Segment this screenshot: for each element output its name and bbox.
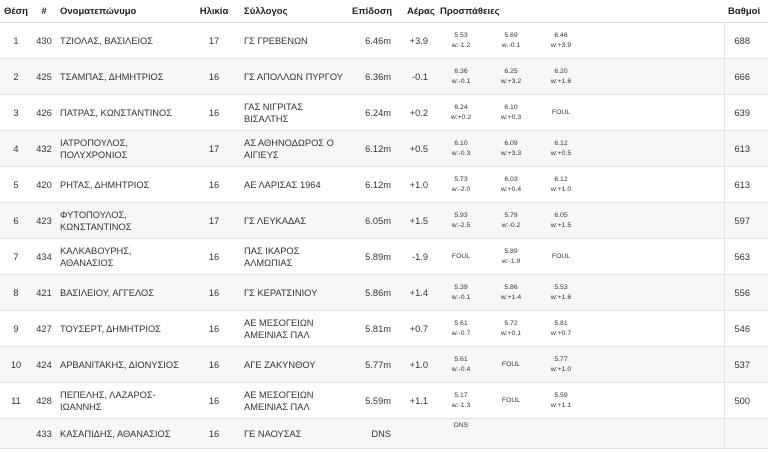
table-header-row [0, 0, 768, 23]
club-cell: ΑΣ ΑΘΗΝΟΔΩΡΟΣ Ο ΑΙΓΙΕΥΣ [240, 131, 348, 167]
table-row[interactable] [0, 239, 768, 275]
table-row[interactable] [0, 167, 768, 203]
header-mark[interactable]: Επίδοση [348, 0, 403, 23]
club-cell: ΓΣ ΑΠΟΛΛΩΝ ΠΥΡΓΟΥ [240, 59, 348, 95]
attempt-mark: 5.79 [504, 211, 518, 219]
mark-cell: 5.81m [348, 311, 403, 347]
attempt-1 [436, 175, 486, 195]
attempt-mark: 6.10 [454, 139, 468, 147]
attempts-cell [436, 203, 724, 239]
header-name[interactable]: Ονοματεπώνυμο [56, 0, 188, 23]
attempt-3 [536, 355, 586, 375]
attempt-1 [436, 67, 486, 87]
attempt-wind: w:-0.7 [451, 329, 471, 337]
wind-cell: -1.9 [403, 239, 436, 275]
attempt-wind: w:+1.5 [550, 221, 572, 229]
attempt-2 [486, 319, 536, 339]
wind-cell: +0.2 [403, 95, 436, 131]
attempt-mark: 6.03 [504, 175, 518, 183]
attempt-wind: w:-1.2 [451, 41, 471, 49]
position-cell: 1 [0, 23, 32, 59]
athlete-name-cell: ΠΑΤΡΑΣ, ΚΩΝΣΤΑΝΤΙΝΟΣ [56, 95, 188, 131]
mark-cell: DNS [348, 419, 403, 449]
wind-cell: +1.0 [403, 347, 436, 383]
attempts-cell [436, 275, 724, 311]
attempt-wind: w:-0.2 [501, 221, 521, 229]
bib-cell: 423 [32, 203, 56, 239]
wind-cell: +0.7 [403, 311, 436, 347]
attempt-2 [486, 283, 536, 303]
age-cell: 16 [188, 275, 240, 311]
wind-cell: -0.1 [403, 59, 436, 95]
mark-cell: 5.86m [348, 275, 403, 311]
attempt-wind: w:+1.6 [550, 293, 572, 301]
table-row[interactable] [0, 347, 768, 383]
attempt-mark: 5.61 [454, 355, 468, 363]
attempt-wind: w:+0.3 [500, 113, 522, 121]
points-cell: 556 [724, 275, 768, 311]
bib-cell: 421 [32, 275, 56, 311]
attempt-2 [486, 175, 536, 195]
club-cell: ΑΓΕ ΖΑΚΥΝΘΟΥ [240, 347, 348, 383]
position-cell: 3 [0, 95, 32, 131]
attempt-mark: 6.10 [504, 103, 518, 111]
age-cell: 16 [188, 347, 240, 383]
club-cell: ΓΣ ΛΕΥΚΑΔΑΣ [240, 203, 348, 239]
attempt-mark: 5.89 [504, 247, 518, 255]
attempt-mark: FOUL [551, 252, 571, 260]
attempts-cell [436, 239, 724, 275]
attempt-1 [436, 319, 486, 339]
mark-cell: 6.12m [348, 167, 403, 203]
athlete-name-cell: ΤΟΥΣΕΡΤ, ΔΗΜΗΤΡΙΟΣ [56, 311, 188, 347]
attempt-3 [536, 211, 586, 231]
attempt-mark: DNS [453, 422, 469, 429]
attempt-wind: w:+1.6 [550, 77, 572, 85]
attempts-cell [436, 167, 724, 203]
attempt-mark: FOUL [451, 252, 471, 260]
position-cell: 8 [0, 275, 32, 311]
attempt-1 [436, 355, 486, 375]
age-cell: 17 [188, 23, 240, 59]
attempt-1 [436, 252, 486, 262]
attempt-mark: 5.93 [454, 211, 468, 219]
club-cell: ΑΕ ΛΑΡΙΣΑΣ 1964 [240, 167, 348, 203]
attempt-mark: 6.12 [554, 175, 568, 183]
wind-cell: +1.0 [403, 167, 436, 203]
club-cell: ΓΕ ΝΑΟΥΣΑΣ [240, 419, 348, 449]
attempt-1 [436, 391, 486, 411]
table-row[interactable] [0, 203, 768, 239]
attempt-3 [536, 31, 586, 51]
attempt-wind: w:-1.9 [501, 257, 521, 265]
mark-cell: 5.77m [348, 347, 403, 383]
attempt-3 [536, 391, 586, 411]
attempt-mark: 6.25 [504, 67, 518, 75]
points-cell: 546 [724, 311, 768, 347]
attempt-mark: 5.59 [554, 391, 568, 399]
header-points[interactable]: Βαθμοί [724, 0, 768, 23]
attempt-wind: w:+3.2 [500, 77, 522, 85]
attempt-mark: 5.53 [454, 31, 468, 39]
position-cell: 11 [0, 383, 32, 419]
attempt-wind: w:+0.7 [550, 329, 572, 337]
attempt-mark: 6.20 [554, 67, 568, 75]
attempt-2 [486, 247, 536, 267]
table-row[interactable] [0, 275, 768, 311]
attempt-2 [486, 139, 536, 159]
attempt-wind: w:+0.5 [550, 149, 572, 157]
attempt-wind: w:+0.4 [500, 185, 522, 193]
attempt-mark: 5.86 [504, 283, 518, 291]
position-cell [0, 419, 32, 449]
age-cell: 16 [188, 59, 240, 95]
points-cell: 597 [724, 203, 768, 239]
wind-cell: +1.4 [403, 275, 436, 311]
attempt-mark: 6.12 [554, 139, 568, 147]
points-cell: 666 [724, 59, 768, 95]
attempt-mark: FOUL [501, 360, 521, 368]
attempt-wind: w:-0.1 [451, 77, 471, 85]
attempts-cell [436, 23, 724, 59]
club-cell: ΓΑΣ ΝΙΓΡΙΤΑΣ ΒΙΣΑΛΤΗΣ [240, 95, 348, 131]
points-cell: 688 [724, 23, 768, 59]
attempt-wind: w:+3.9 [550, 41, 572, 49]
table-row[interactable] [0, 59, 768, 95]
attempt-wind: w:-0.4 [451, 365, 471, 373]
bib-cell: 428 [32, 383, 56, 419]
table-row[interactable] [0, 95, 768, 131]
club-cell: ΑΕ ΜΕΣΟΓΕΙΩΝ ΑΜΕΙΝΙΑΣ ΠΑΛ [240, 383, 348, 419]
wind-cell: +3.9 [403, 23, 436, 59]
table-row[interactable] [0, 131, 768, 167]
attempt-mark: 6.05 [554, 211, 568, 219]
attempt-mark: 6.24 [454, 103, 468, 111]
attempt-wind: w:-2.0 [451, 185, 471, 193]
attempt-1 [436, 211, 486, 231]
attempts-cell [436, 311, 724, 347]
attempt-wind: w:-1.3 [451, 401, 471, 409]
athlete-name-cell: ΚΑΣΑΠΙΔΗΣ, ΑΘΑΝΑΣΙΟΣ [56, 419, 188, 449]
attempt-mark: 5.72 [504, 319, 518, 327]
attempt-mark: 5.39 [454, 283, 468, 291]
attempt-mark: 6.46 [554, 31, 568, 39]
attempt-mark: 6.09 [504, 139, 518, 147]
attempt-2 [486, 67, 536, 87]
attempt-1 [436, 139, 486, 159]
age-cell: 16 [188, 419, 240, 449]
position-cell: 10 [0, 347, 32, 383]
attempt-2 [486, 103, 536, 123]
points-cell: 563 [724, 239, 768, 275]
attempt-wind: w:-0.3 [451, 149, 471, 157]
header-bib[interactable]: # [32, 0, 56, 23]
attempt-3 [536, 319, 586, 339]
header-wind[interactable]: Αέρας [403, 0, 436, 23]
attempt-mark: 5.53 [554, 283, 568, 291]
mark-cell: 5.59m [348, 383, 403, 419]
attempt-3 [536, 67, 586, 87]
position-cell: 7 [0, 239, 32, 275]
athlete-name-cell: ΡΗΤΑΣ, ΔΗΜΗΤΡΙΟΣ [56, 167, 188, 203]
attempt-3 [536, 252, 586, 262]
attempt-wind: w:+1.0 [550, 365, 572, 373]
athlete-name-cell: ΑΡΒΑΝΙΤΑΚΗΣ, ΔΙΟΝΥΣΙΟΣ [56, 347, 188, 383]
table-row[interactable] [0, 23, 768, 59]
attempt-1 [436, 31, 486, 51]
header-age[interactable]: Ηλικία [188, 0, 240, 23]
attempt-mark: 5.77 [554, 355, 568, 363]
attempt-mark: 5.81 [554, 319, 568, 327]
header-attempts: Προσπάθειες [436, 0, 724, 23]
attempt-mark: FOUL [551, 108, 571, 116]
bib-cell: 434 [32, 239, 56, 275]
club-cell: ΑΕ ΜΕΣΟΓΕΙΩΝ ΑΜΕΙΝΙΑΣ ΠΑΛ [240, 311, 348, 347]
age-cell: 16 [188, 239, 240, 275]
mark-cell: 6.05m [348, 203, 403, 239]
attempts-cell [436, 131, 724, 167]
bib-cell: 426 [32, 95, 56, 131]
attempt-2 [486, 396, 536, 406]
attempt-1 [436, 421, 486, 431]
attempt-mark: 5.73 [454, 175, 468, 183]
athlete-name-cell: ΤΖΙΟΛΑΣ, ΒΑΣΙΛΕΙΟΣ [56, 23, 188, 59]
athlete-name-cell: ΙΑΤΡΟΠΟΥΛΟΣ, ΠΟΛΥΧΡΟΝΙΟΣ [56, 131, 188, 167]
mark-cell: 5.89m [348, 239, 403, 275]
bib-cell: 433 [32, 419, 56, 449]
club-cell: ΓΣ ΓΡΕΒΕΝΩΝ [240, 23, 348, 59]
results-body [0, 23, 768, 449]
points-cell: 613 [724, 131, 768, 167]
age-cell: 16 [188, 95, 240, 131]
attempt-wind: w:-2.5 [451, 221, 471, 229]
attempt-1 [436, 283, 486, 303]
position-cell: 5 [0, 167, 32, 203]
athlete-name-cell: ΤΣΑΜΠΑΣ, ΔΗΜΗΤΡΙΟΣ [56, 59, 188, 95]
position-cell: 6 [0, 203, 32, 239]
wind-cell: +0.5 [403, 131, 436, 167]
mark-cell: 6.24m [348, 95, 403, 131]
attempt-3 [536, 175, 586, 195]
position-cell: 9 [0, 311, 32, 347]
athlete-name-cell: ΦΥΤΟΠΟΥΛΟΣ, ΚΩΝΣΤΑΝΤΙΝΟΣ [56, 203, 188, 239]
attempt-mark: FOUL [501, 396, 521, 404]
attempts-cell [436, 347, 724, 383]
attempts-cell [436, 95, 724, 131]
points-cell: 613 [724, 167, 768, 203]
attempt-wind: w:+0.2 [450, 113, 472, 121]
attempt-mark: 5.69 [504, 31, 518, 39]
attempt-wind: w:+3.3 [500, 149, 522, 157]
athlete-name-cell: ΚΑΛΚΑΒΟΥΡΗΣ, ΑΘΑΝΑΣΙΟΣ [56, 239, 188, 275]
mark-cell: 6.46m [348, 23, 403, 59]
age-cell: 16 [188, 311, 240, 347]
athlete-name-cell: ΠΕΠΕΛΗΣ, ΛΑΖΑΡΟΣ-ΙΩΑΝΝΗΣ [56, 383, 188, 419]
position-cell: 4 [0, 131, 32, 167]
attempt-mark: 5.61 [454, 319, 468, 327]
header-club[interactable]: Σύλλογος [240, 0, 348, 23]
mark-cell: 6.12m [348, 131, 403, 167]
points-cell: 537 [724, 347, 768, 383]
bib-cell: 427 [32, 311, 56, 347]
attempt-mark: 5.17 [454, 391, 468, 399]
attempt-1 [436, 103, 486, 123]
table-row[interactable] [0, 383, 768, 419]
points-cell: 639 [724, 95, 768, 131]
age-cell: 17 [188, 131, 240, 167]
wind-cell [403, 419, 436, 449]
attempt-3 [536, 108, 586, 118]
wind-cell: +1.1 [403, 383, 436, 419]
bib-cell: 424 [32, 347, 56, 383]
club-cell: ΓΣ ΚΕΡΑΤΣΙΝΙΟΥ [240, 275, 348, 311]
bib-cell: 420 [32, 167, 56, 203]
attempt-wind: w:+1.4 [500, 293, 522, 301]
header-position[interactable]: Θέση [0, 0, 32, 23]
attempts-cell [436, 419, 724, 449]
attempt-mark: 6.36 [454, 67, 468, 75]
attempts-cell [436, 59, 724, 95]
position-cell: 2 [0, 59, 32, 95]
attempt-2 [486, 360, 536, 370]
attempt-wind: w:-0.1 [451, 293, 471, 301]
club-cell: ΠΑΣ ΙΚΑΡΟΣ ΑΛΜΩΠΙΑΣ [240, 239, 348, 275]
attempt-wind: w:+1.1 [550, 401, 572, 409]
points-cell: 500 [724, 383, 768, 419]
age-cell: 17 [188, 203, 240, 239]
attempt-2 [486, 31, 536, 51]
age-cell: 16 [188, 383, 240, 419]
wind-cell: +1.5 [403, 203, 436, 239]
table-row[interactable] [0, 419, 768, 449]
attempt-3 [536, 283, 586, 303]
attempts-cell [436, 383, 724, 419]
bib-cell: 432 [32, 131, 56, 167]
attempt-wind: w:+0.1 [500, 329, 522, 337]
attempt-3 [536, 139, 586, 159]
bib-cell: 430 [32, 23, 56, 59]
mark-cell: 6.36m [348, 59, 403, 95]
bib-cell: 425 [32, 59, 56, 95]
table-row[interactable] [0, 311, 768, 347]
attempt-wind: w:+1.0 [550, 185, 572, 193]
age-cell: 16 [188, 167, 240, 203]
points-cell [724, 419, 768, 449]
athlete-name-cell: ΒΑΣΙΛΕΙΟΥ, ΑΓΓΕΛΟΣ [56, 275, 188, 311]
attempt-2 [486, 211, 536, 231]
attempt-wind: w:-0.1 [501, 41, 521, 49]
